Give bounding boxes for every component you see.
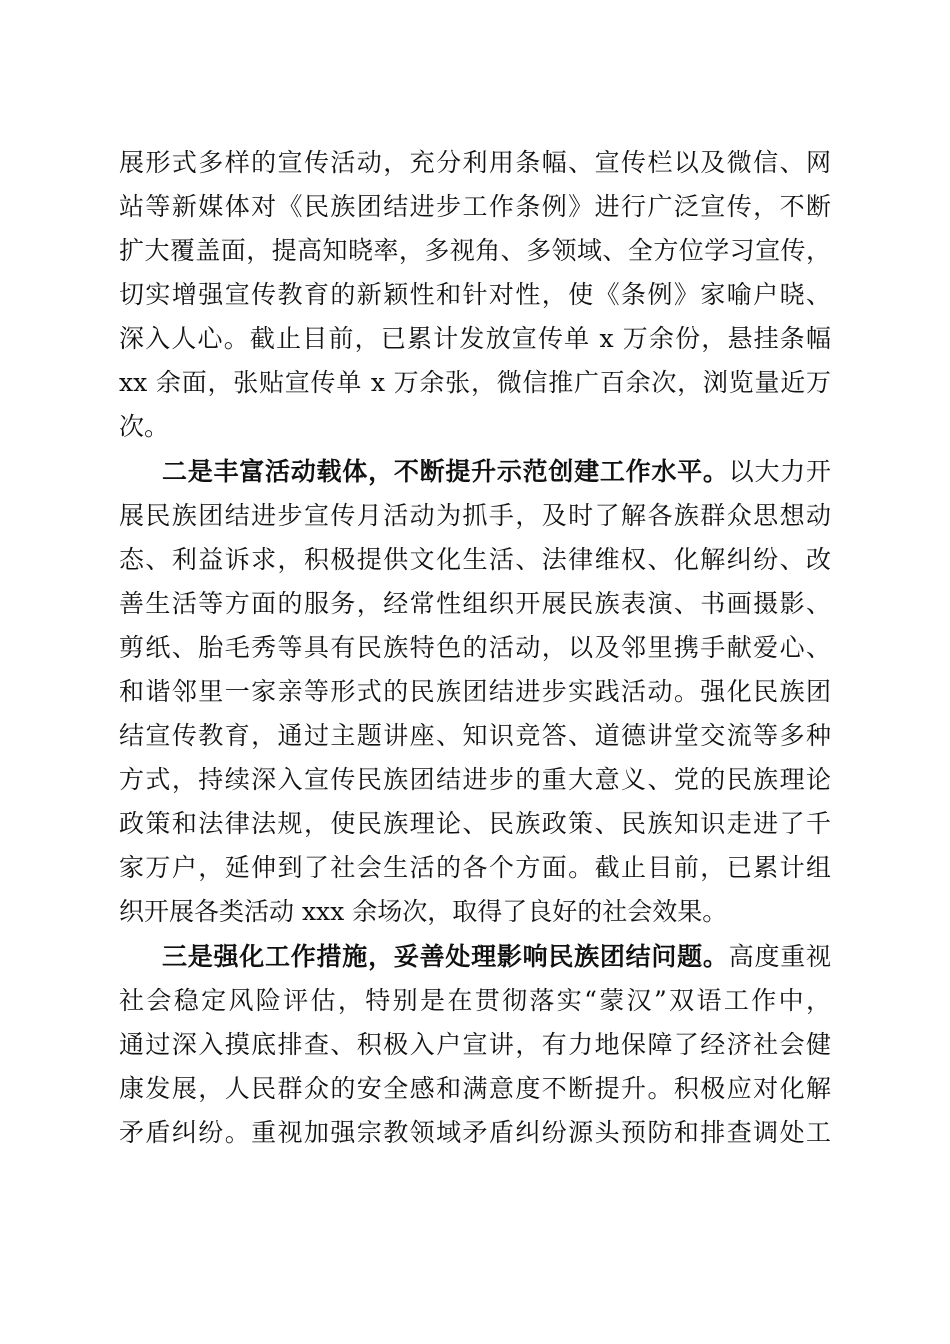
paragraph-1-line-6: xx 余面，张贴宣传单 x 万余张，微信推广百余次，浏览量近万 [119, 368, 831, 397]
paragraph-2-line-8: 方式，持续深入宣传民族团结进步的重大意义、党的民族理论 [119, 765, 831, 794]
paragraph-2-line-4: 善生活等方面的服务，经常性组织开展民族表演、书画摄影、 [119, 589, 831, 618]
paragraph-3-heading: 三是强化工作措施，妥善处理影响民族团结问题。 [162, 942, 729, 971]
paragraph-1-line-5: 深入人心。截止目前，已累计发放宣传单 x 万余份，悬挂条幅 [119, 324, 831, 353]
paragraph-2-heading: 二是丰富活动载体，不断提升示范创建工作水平。 [162, 457, 729, 486]
paragraph-1-line-1: 展形式多样的宣传活动，充分利用条幅、宣传栏以及微信、网 [119, 148, 831, 177]
paragraph-3-first-line [162, 935, 831, 979]
paragraph-2-line-6: 和谐邻里一家亲等形式的民族团结进步实践活动。强化民族团 [119, 677, 831, 706]
paragraph-3-line-2: 社会稳定风险评估，特别是在贯彻落实“蒙汉”双语工作中， [119, 986, 831, 1015]
paragraph-3-line-5: 矛盾纠纷。重视加强宗教领域矛盾纠纷源头预防和排查调处工 [119, 1118, 831, 1147]
paragraph-1-line-7: 次。 [119, 412, 170, 441]
paragraph-2-line-9: 政策和法律法规，使民族理论、民族政策、民族知识走进了千 [119, 809, 831, 838]
paragraph-1-line-2: 站等新媒体对《民族团结进步工作条例》进行广泛宣传，不断 [119, 192, 831, 221]
paragraph-2-line-7: 结宣传教育，通过主题讲座、知识竞答、道德讲堂交流等多种 [119, 721, 831, 750]
paragraph-2-line-3: 态、利益诉求，积极提供文化生活、法律维权、化解纠纷、改 [119, 545, 831, 574]
paragraph-2-line-10: 家万户，延伸到了社会生活的各个方面。截止目前，已累计组 [119, 853, 831, 882]
paragraph-2-line-2: 展民族团结进步宣传月活动为抓手，及时了解各族群众思想动 [119, 501, 831, 530]
paragraph-2-first-line-rest: 以大力开 [728, 457, 831, 486]
paragraph-3-line-4: 康发展，人民群众的安全感和满意度不断提升。积极应对化解 [119, 1074, 831, 1103]
paragraph-3-first-line-rest: 高度重视 [728, 942, 831, 971]
paragraph-2-line-11: 织开展各类活动 xxx 余场次，取得了良好的社会效果。 [119, 897, 728, 926]
paragraph-2-line-5: 剪纸、胎毛秀等具有民族特色的活动，以及邻里携手献爱心、 [119, 633, 831, 662]
paragraph-1-line-4: 切实增强宣传教育的新颖性和针对性，使《条例》家喻户晓、 [119, 280, 831, 309]
paragraph-1-line-3: 扩大覆盖面，提高知晓率，多视角、多领域、全方位学习宣传， [119, 236, 831, 265]
paragraph-2-first-line [162, 450, 831, 494]
paragraph-3-line-3: 通过深入摸底排查、积极入户宣讲，有力地保障了经济社会健 [119, 1030, 831, 1059]
